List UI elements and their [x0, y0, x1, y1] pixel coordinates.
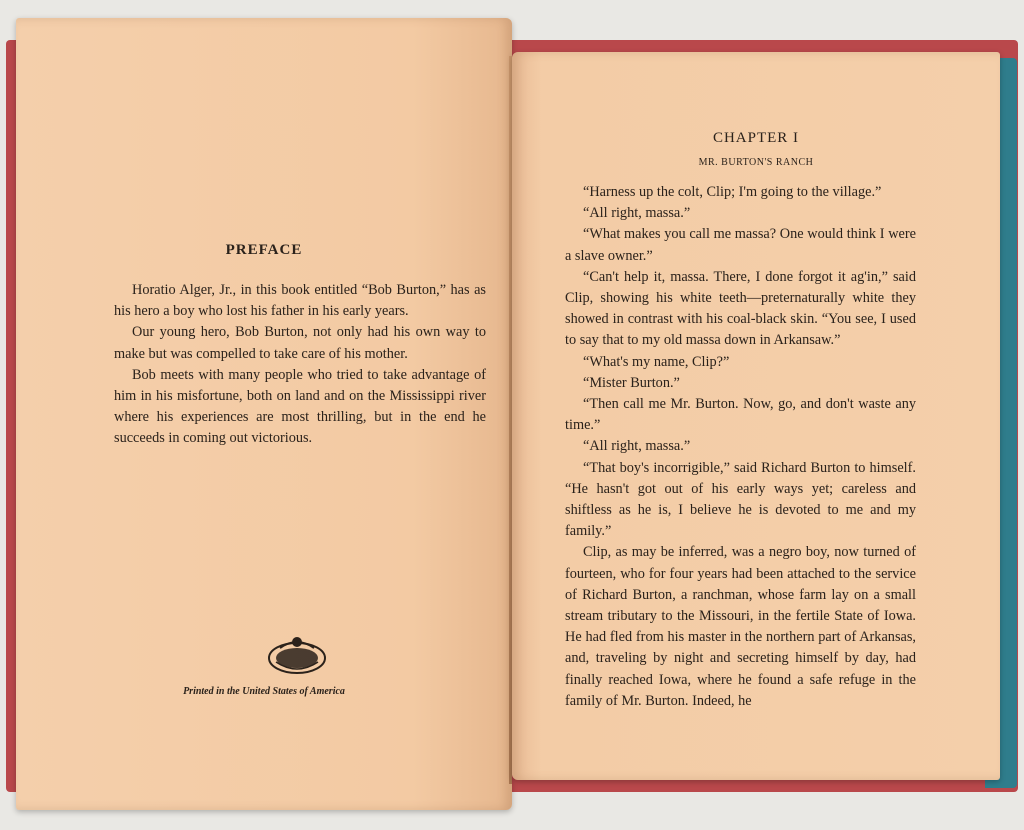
- chapter-paragraph: “Then call me Mr. Burton. Now, go, and don't waste any time.”: [565, 396, 916, 434]
- chapter-paragraph: “Can't help it, massa. There, I done forgot it ag'in,” said Clip, showing his white teeth—preternaturally white they showed in contrast with his coal-black skin. “You see, I used to say that to my old massa down in Arkansaw.”: [565, 268, 916, 349]
- preface-paragraph: Bob meets with many people who tried to take advantage of him in his misfortune, both on land and on the Mississippi river where his experiences are most thrilling, but in the end he succeeds in coming out victorious.: [114, 366, 486, 447]
- preface-paragraph: Horatio Alger, Jr., in this book entitled “Bob Burton,” has as his hero a boy who lost his father in his early years.: [114, 282, 486, 320]
- chapter-paragraph: “All right, massa.”: [583, 438, 691, 455]
- chapter-title: CHAPTER I: [712, 130, 800, 146]
- left-page: [16, 18, 512, 810]
- chapter-paragraph: “That boy's incorrigible,” said Richard Burton to himself. “He hasn't got out of his early ways yet; careless and shiftless as he is, I believe he is devoted to me and my family.”: [565, 459, 916, 540]
- preface-text: [114, 280, 486, 450]
- chapter-subtitle: MR. BURTON'S RANCH: [698, 157, 814, 168]
- preface-title: PREFACE: [225, 242, 303, 258]
- chapter-text: [565, 182, 916, 712]
- chapter-paragraph: “What's my name, Clip?”: [583, 353, 730, 370]
- chapter-paragraph: “All right, massa.”: [583, 205, 691, 222]
- right-page: [512, 52, 1000, 780]
- chapter-paragraph: Clip, as may be inferred, was a negro boy, now turned of fourteen, who for four years had been attached to the service of Richard Burton, a ranchman, whose farm lay on a small stream tributary to the Missouri, in the fertile State of Iowa. He had fled from his master in the northern part of Arkansas, and, traveling by night and secreting himself by day, had finally reached Iowa, where he found a safe refuge in the family of Mr. Burton. Indeed, he: [565, 544, 916, 709]
- publisher-emblem-icon: [262, 632, 332, 680]
- chapter-paragraph: “Harness up the colt, Clip; I'm going to the village.”: [583, 184, 882, 200]
- chapter-paragraph: “What makes you call me massa? One would think I were a slave owner.”: [565, 226, 916, 264]
- imprint-line: Printed in the United States of America: [183, 686, 345, 697]
- chapter-paragraph: “Mister Burton.”: [583, 374, 680, 391]
- preface-paragraph: Our young hero, Bob Burton, not only had his own way to make but was compelled to take care of his mother.: [114, 324, 486, 362]
